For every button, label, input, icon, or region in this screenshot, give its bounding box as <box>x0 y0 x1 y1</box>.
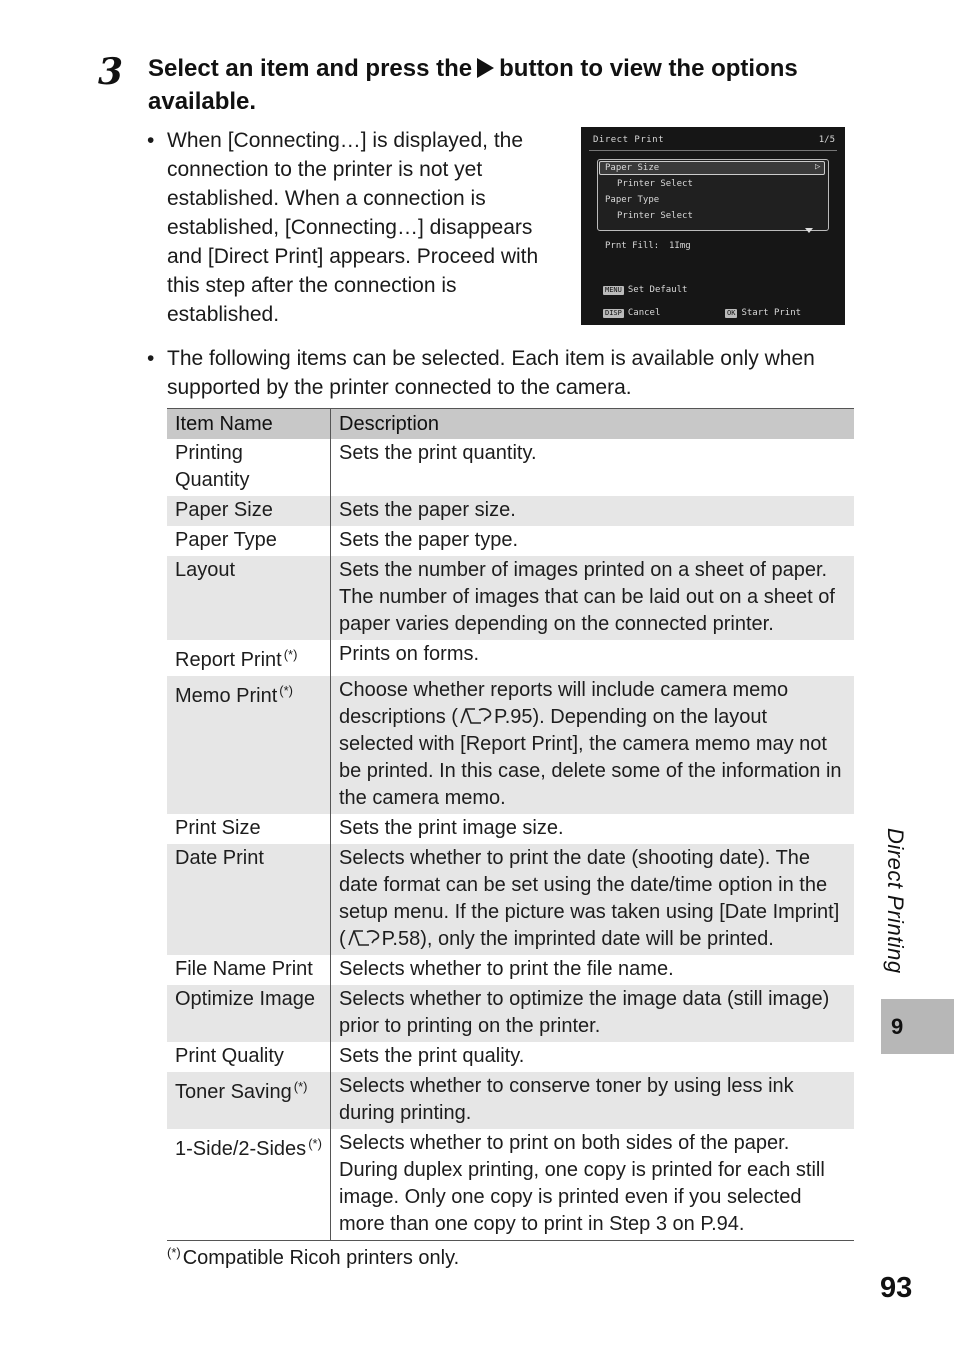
bullet-dot: • <box>147 129 155 152</box>
bullet-connecting-text: When [Connecting…] is displayed, the connection to the printer is not yet established. When a connection is established, [Connecting…] disappears and [Direct Print] appears. Proceed with this step after the connection is established. <box>167 129 539 326</box>
table-row <box>167 844 854 955</box>
item-description: Sets the print quantity. <box>339 442 537 464</box>
item-description-part-2: P.58), only the imprinted date will be printed. <box>381 928 774 950</box>
screen-set-default-label: Set Default <box>627 285 688 295</box>
table-row <box>167 1129 854 1241</box>
screen-print-fill-label: Prnt Fill: <box>605 241 660 251</box>
right-arrow-button-icon <box>477 58 494 78</box>
item-name: 1-Side/2-Sides <box>175 1138 307 1160</box>
camera-screen-image <box>581 127 845 325</box>
header-item-name: Item Name <box>167 409 331 440</box>
item-description-part-1: Choose whether reports will include camera memo descriptions ( <box>339 679 789 728</box>
item-description: Selects whether to print on both sides of the paper. During duplex printing, one copy is printed for each still image. Only one copy is printed even if you selected more than one copy to print in Step 3 on P.94. <box>331 1129 855 1241</box>
item-name-cell <box>167 1072 331 1129</box>
screen-print-fill-value: 1Img <box>669 241 691 251</box>
item-name: Printing Quantity <box>167 439 331 496</box>
screen-start-print <box>725 308 801 318</box>
step-text-before: Select an item and press the <box>148 55 473 82</box>
item-name: Paper Type <box>167 526 331 556</box>
item-name: Memo Print <box>175 685 278 707</box>
footnote-marker: (*) <box>167 1245 181 1260</box>
screen-page: 1/5 <box>818 135 835 145</box>
footnote <box>167 1239 459 1272</box>
bullet-items-intro-text: The following items can be selected. Each item is available only when supported by the printer connected to the camera. <box>167 347 815 399</box>
item-description: Sets the paper size. <box>331 496 855 526</box>
screen-cancel <box>603 308 660 318</box>
screen-divider <box>589 150 837 151</box>
item-name: Paper Size <box>167 496 331 526</box>
item-name-cell <box>167 676 331 814</box>
chapter-side-label: Direct Printing <box>883 828 908 974</box>
table-row <box>167 556 854 640</box>
bullet-dot: • <box>147 347 155 370</box>
disp-key-icon: DISP <box>605 309 622 317</box>
footnote-marker: (*) <box>283 647 298 662</box>
item-name-cell <box>167 1129 331 1241</box>
item-name: Print Size <box>167 814 331 844</box>
table-row <box>167 526 854 556</box>
bullet-items-intro <box>147 344 857 402</box>
table-row <box>167 985 854 1042</box>
table-row <box>167 1042 854 1072</box>
screen-cancel-label: Cancel <box>627 308 661 318</box>
item-name: Toner Saving <box>175 1081 292 1103</box>
page-reference-icon <box>347 928 381 948</box>
footnote-marker: (*) <box>279 683 293 698</box>
table-row <box>167 955 854 985</box>
bullet-connecting <box>147 126 567 329</box>
item-description <box>331 844 855 955</box>
item-name-cell <box>167 640 331 676</box>
table-row <box>167 1072 854 1129</box>
item-description: Sets the paper type. <box>339 529 519 551</box>
items-table <box>167 408 854 1241</box>
step-number: 3 <box>98 51 124 93</box>
item-description: Selects whether to print the file name. <box>339 958 674 980</box>
item-description: Selects whether to optimize the image data (still image) prior to printing on the printer. <box>331 985 855 1042</box>
screen-start-print-label: Start Print <box>741 308 802 318</box>
screen-row-paper-size: Paper Size <box>605 163 660 173</box>
footnote-marker: (*) <box>293 1079 308 1094</box>
table-row <box>167 496 854 526</box>
screen-set-default <box>603 285 687 295</box>
screen-row-printer-select-1: Printer Select <box>617 179 693 189</box>
step-text-after: button to view the options available. <box>148 55 798 115</box>
scroll-down-icon <box>805 228 813 233</box>
table-row <box>167 640 854 676</box>
item-description: Sets the print image size. <box>339 817 564 839</box>
item-description-part-2: P.95). Depending on the layout selected with [Report Print], the camera memo may not be printed. In this case, delete some of the information in the camera memo. <box>339 706 842 809</box>
item-description: Sets the number of images printed on a sheet of paper. The number of images that can be laid out on a sheet of paper varies depending on the connected printer. <box>331 556 855 640</box>
item-description <box>331 676 855 814</box>
chapter-tab: 9 <box>881 999 954 1054</box>
screen-row-printer-select-2: Printer Select <box>617 211 693 221</box>
page-number: 93 <box>880 1272 913 1304</box>
item-name: File Name Print <box>167 955 331 985</box>
item-description: Selects whether to conserve toner by using less ink during printing. <box>331 1072 855 1129</box>
item-name: Report Print <box>175 649 282 671</box>
table-header-row <box>167 409 854 440</box>
item-name: Date Print <box>167 844 331 955</box>
screen-title: Direct Print <box>593 135 665 145</box>
table-row <box>167 439 854 496</box>
step-instruction <box>148 52 848 118</box>
menu-key-icon: MENU <box>605 286 622 294</box>
screen-row-paper-type: Paper Type <box>605 195 660 205</box>
item-description-part-1: Selects whether to print the date (shooting date). The date format can be set using the date/time option in the setup menu. If the picture was taken using [Date Imprint] ( <box>339 847 840 950</box>
ok-key-icon: OK <box>727 309 736 317</box>
item-description: Prints on forms. <box>339 643 480 665</box>
footnote-text: Compatible Ricoh printers only. <box>182 1247 460 1269</box>
item-name: Print Quality <box>167 1042 331 1072</box>
screen-row-chevron-icon: ▷ <box>815 162 821 172</box>
page-reference-icon <box>459 706 493 726</box>
header-description: Description <box>331 409 855 440</box>
item-description: Sets the print quality. <box>339 1045 525 1067</box>
footnote-marker: (*) <box>308 1136 322 1151</box>
table-row <box>167 814 854 844</box>
item-name: Optimize Image <box>167 985 331 1042</box>
item-name: Layout <box>167 556 331 640</box>
table-row <box>167 676 854 814</box>
